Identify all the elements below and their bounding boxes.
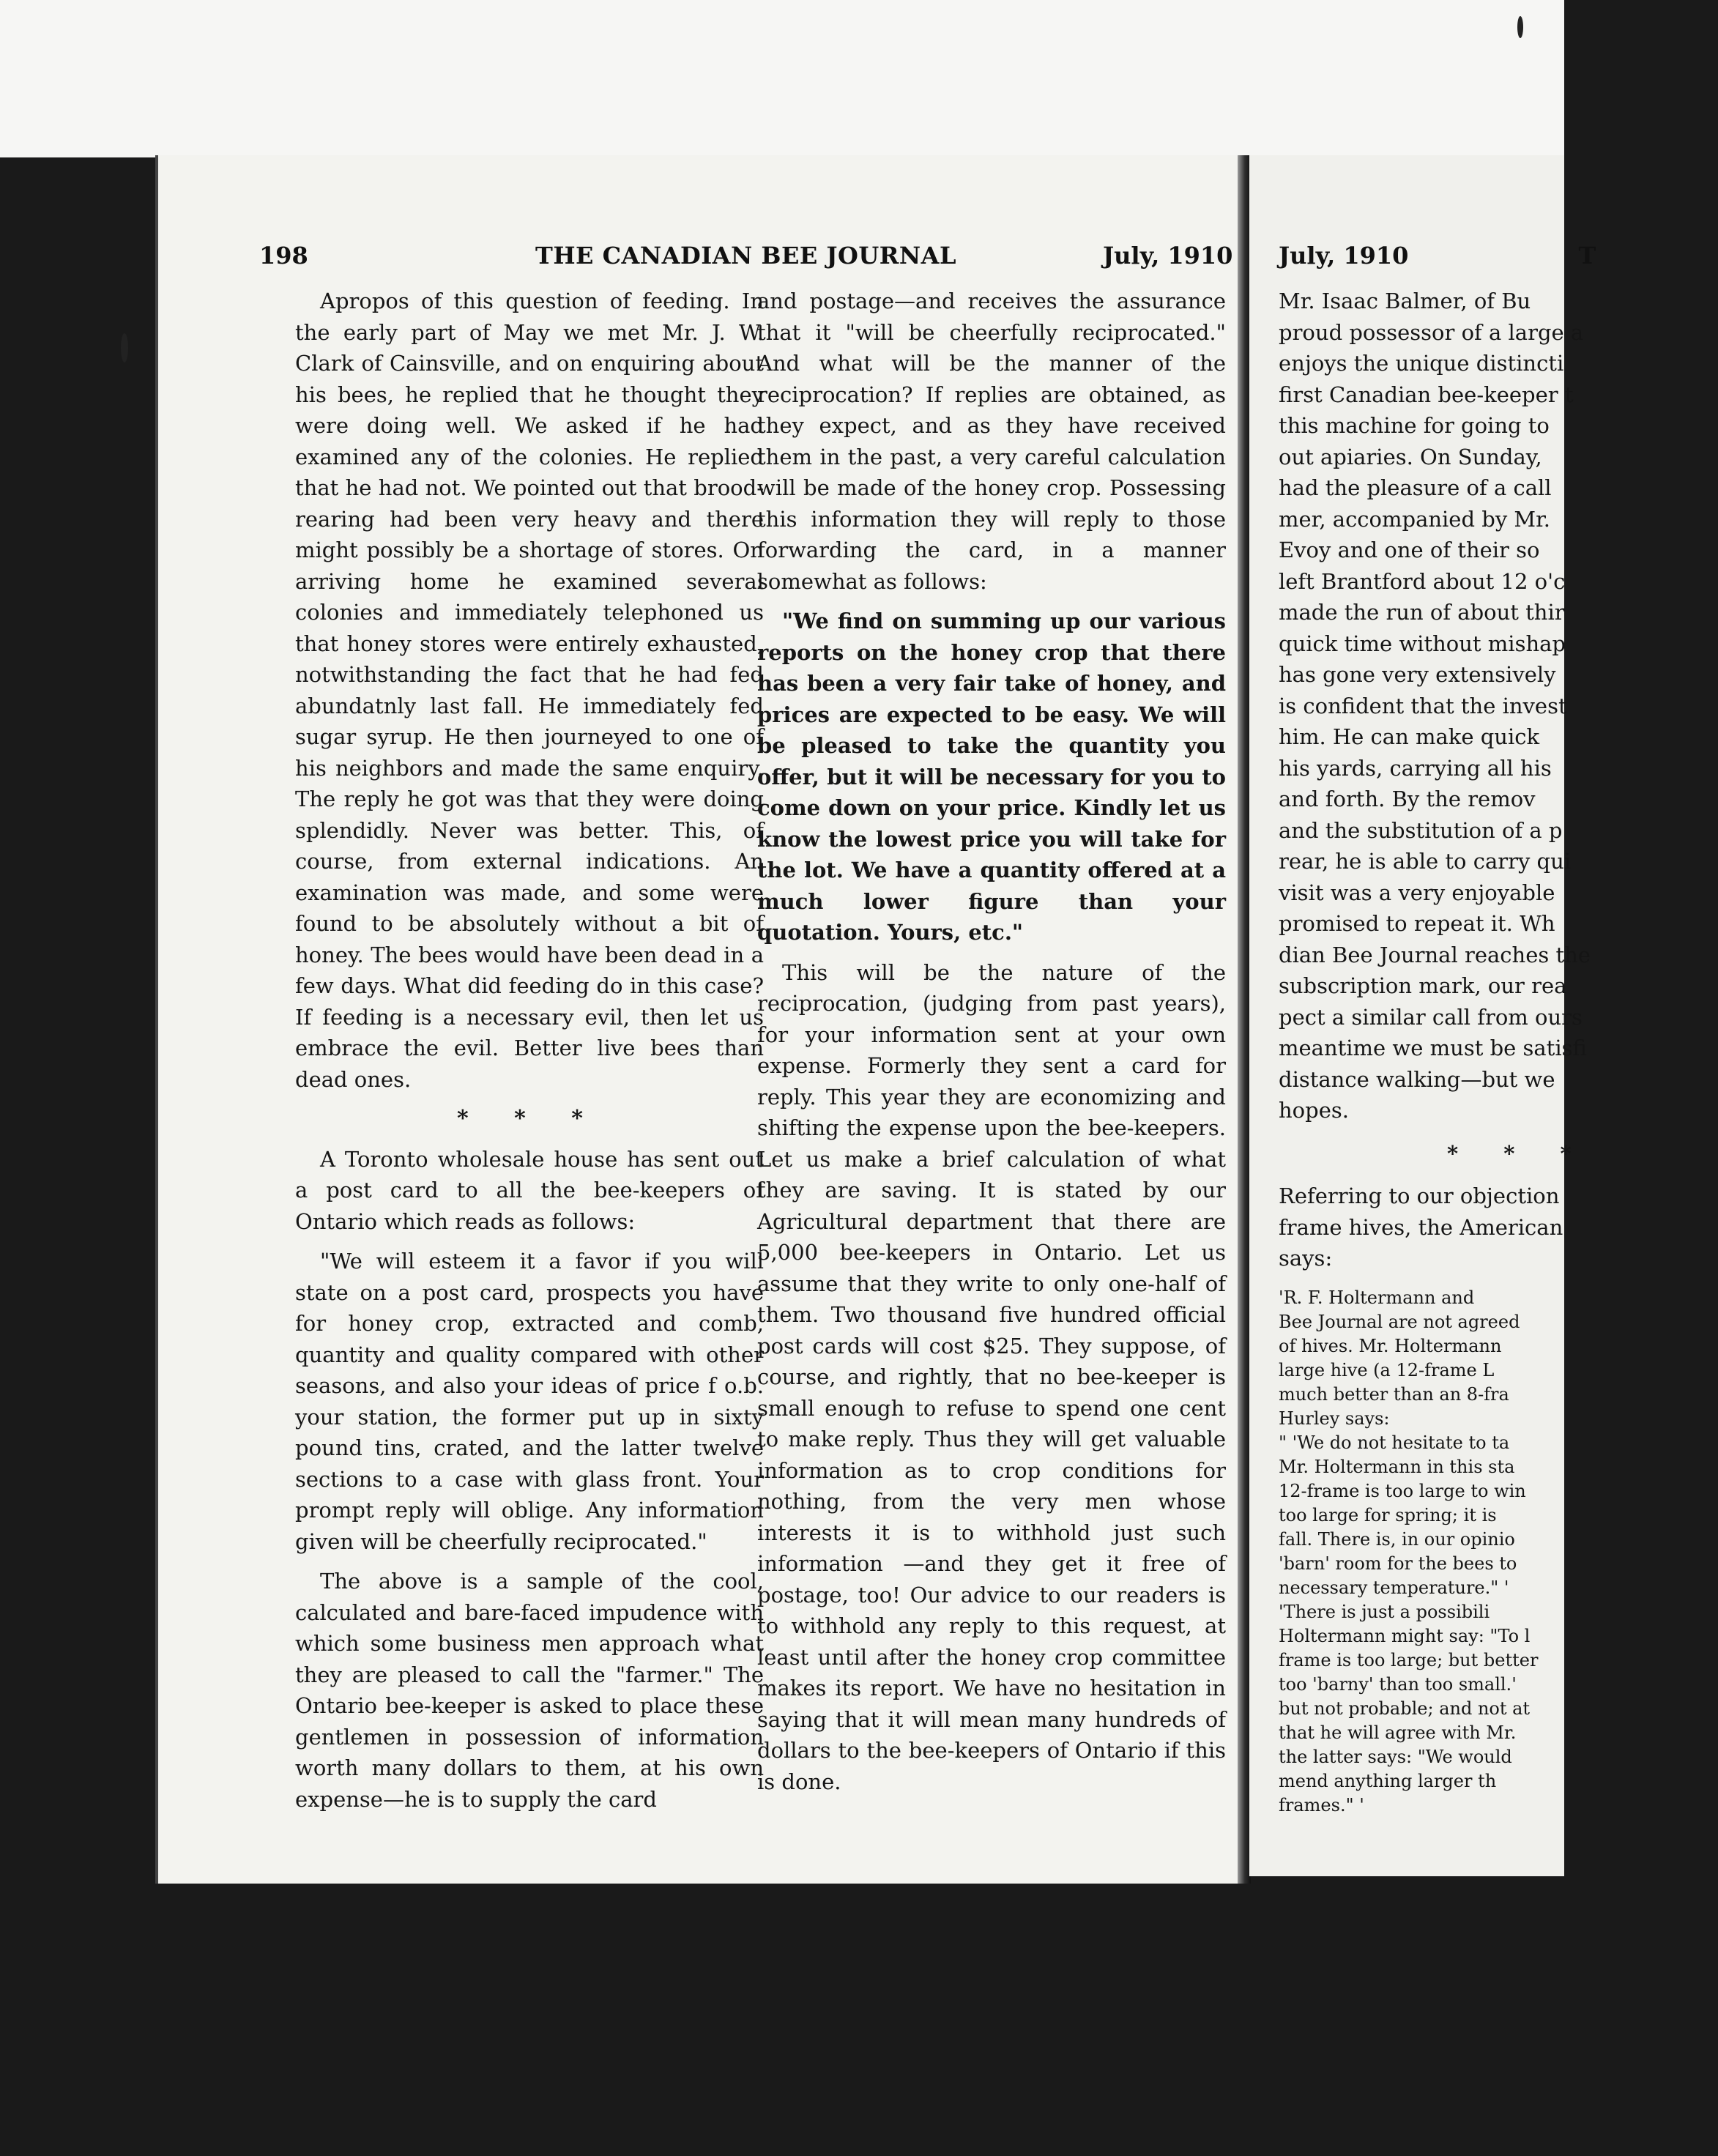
paragraph-toronto: A Toronto wholesale house has sent out a post card to all the bee-keepers of Ontario which reads as follows:	[295, 1146, 764, 1234]
right-text-line: the latter says: "We would	[1279, 1746, 1512, 1767]
right-text-line: of hives. Mr. Holtermann	[1279, 1335, 1502, 1356]
right-text-line: but not probable; and not at	[1279, 1698, 1531, 1719]
right-text-line: subscription mark, our rea	[1279, 973, 1567, 998]
paragraph-feeding: Apropos of this question of feeding. In the early part of May we met Mr. J. W. Clark of Cainsville, and on enquiring about his bees, he replied that he thought they were doing well. We asked if he had examined any of the colonies. He replied that he had not. We pointed out that brood-rearing had been very heavy and there might possibly be a shortage of stores. On arriving home he examined several colonies and immediately telephoned us that honey stores were entirely exhausted, notwithstanding the fact that he had fed abundatnly last fall. He immediately fed sugar syrup. He then journeyed to one of his neighbors and made the same enquiry. The reply he got was that they were doing splendidly. Never was better. This, of course, from external indications. An examination was made, and some were found to be absolutely without a bit of honey. The bees would have been dead in a few days. What did feeding do in this case? If feeding is a necessary evil, then let us embrace the evil. Better live bees than dead ones.	[295, 289, 764, 1092]
right-text-line: distance walking—but we	[1279, 1066, 1555, 1092]
right-text-line: too 'barny' than too small.'	[1279, 1673, 1517, 1695]
right-text-line: his yards, carrying all his	[1279, 755, 1552, 781]
right-text-line: this machine for going to	[1279, 413, 1550, 438]
right-text-line: large hive (a 12-frame L	[1279, 1359, 1495, 1380]
column-middle	[757, 286, 1226, 1806]
right-text-line: frame is too large; but better	[1279, 1649, 1539, 1670]
right-text-line: 'R. F. Holtermann and	[1279, 1287, 1475, 1308]
right-text-line: Holtermann might say: "To l	[1279, 1625, 1531, 1646]
right-text-line: left Brantford about 12 o'c	[1279, 568, 1566, 594]
right-text-line: mend anything larger th	[1279, 1770, 1497, 1791]
right-text-line: promised to repeat it. Wh	[1279, 911, 1555, 936]
right-text-line: made the run of about thir	[1279, 600, 1565, 625]
right-text-line: mer, accompanied by Mr.	[1279, 506, 1551, 532]
right-text-line: Referring to our objection	[1279, 1183, 1560, 1208]
right-text-line: had the pleasure of a call	[1279, 475, 1552, 500]
right-text-line: frames." '	[1279, 1794, 1364, 1815]
paragraph-impudence: The above is a sample of the cool, calculated and bare-faced impudence with which some business men approach what they are pleased to call the "farmer." The Ontario bee-keeper is asked to place these gentlemen in possession of information worth many dollars to them, at his own expense—he is to supply the card	[295, 1569, 764, 1812]
right-text-line: fall. There is, in our opinio	[1279, 1528, 1515, 1550]
paragraph-calculation: This will be the nature of the reciprocation, (judging from past years), for your information sent at your own expense. Formerly they sent a card for reply. This year they are economizing and shifting the expense upon the bee-keepers. Let us make a brief calculation of what they are saving. It is stated by our Agricultural department that there are 5,000 bee-keepers in Ontario. Let us assume that they write to only one-half of them. Two thousand five hundred official post cards will cost $25. They suppose, of course, and rightly, that no bee-keeper is small enough to refuse to spend one cent to make reply. Thus they will get valuable information as to crop conditions for nothing, from the very men whose interests it is to withhold just such information —and they get it free of postage, too! Our advice to our readers is to withhold any reply to this request, at least until after the honey crop committee makes its report. We have no hesitation in saying that it will mean many hundreds of dollars to the bee-keepers of Ontario if this is done.	[757, 959, 1226, 1794]
right-text-line: and the substitution of a p	[1279, 817, 1563, 843]
right-text-line: frame hives, the American	[1279, 1214, 1563, 1240]
issue-date: July, 1910	[1103, 242, 1233, 270]
section-divider: * * *	[457, 1106, 602, 1131]
scan-speck	[1517, 16, 1523, 38]
right-text-line: him. He can make quick	[1279, 724, 1540, 749]
right-text-line: dian Bee Journal reaches the	[1279, 942, 1591, 967]
right-text-line: first Canadian bee-keeper t	[1279, 382, 1574, 407]
right-text-line: quick time without mishap	[1279, 631, 1566, 656]
right-column	[1279, 286, 1718, 1818]
journal-title: THE CANADIAN BEE JOURNAL	[535, 242, 956, 270]
running-head	[158, 242, 1248, 278]
page-number: 198	[259, 242, 308, 270]
right-text-line: Mr. Isaac Balmer, of Bu	[1279, 289, 1531, 313]
right-text-line: Hurley says:	[1279, 1408, 1390, 1429]
right-text-line: visit was a very enjoyable	[1279, 880, 1555, 905]
right-text-line: says:	[1279, 1246, 1333, 1271]
scan-speck	[121, 333, 128, 363]
right-text-line: " 'We do not hesitate to ta	[1279, 1432, 1510, 1453]
right-text-block-b	[1279, 1181, 1718, 1274]
right-text-line: rear, he is able to carry qui	[1279, 849, 1572, 874]
right-text-line: 12-frame is too large to win	[1279, 1480, 1526, 1501]
right-text-line: 'There is just a possibili	[1279, 1601, 1490, 1622]
right-page	[1249, 155, 1596, 1876]
right-text-line: Bee Journal are not agreed	[1279, 1311, 1520, 1332]
right-text-line: meantime we must be satisfi	[1279, 1036, 1587, 1060]
right-text-line: too large for spring; it is	[1279, 1504, 1497, 1525]
right-text-line: 'barn' room for the bees to	[1279, 1553, 1517, 1574]
column-left	[295, 286, 764, 1824]
right-text-line: out apiaries. On Sunday,	[1279, 444, 1542, 469]
right-text-line: proud possessor of a large a	[1279, 319, 1584, 345]
right-text-line: Evoy and one of their so	[1279, 538, 1540, 562]
right-text-block-c	[1279, 1286, 1718, 1818]
right-text-line: has gone very extensively	[1279, 662, 1556, 687]
paragraph-reciprocation: and postage—and receives the assurance that it "will be cheerfully reciprocated." And what will be the manner of the reciprocation? If replies are obtained, as they expect, and as they have received them in the past, a very careful calculation will be made of the honey crop. Possessing this information they will reply to those forwarding the card, in a manner somewhat as follows:	[757, 289, 1226, 594]
right-text-line: Mr. Holtermann in this sta	[1279, 1456, 1515, 1477]
right-text-line: enjoys the unique distincti	[1279, 351, 1564, 376]
right-text-block-a	[1279, 286, 1718, 1126]
right-text-line: is confident that the invest	[1279, 693, 1567, 718]
right-text-line: much better than an 8-fra	[1279, 1383, 1509, 1405]
left-page	[155, 155, 1248, 1884]
right-text-line: pect a similar call from ours	[1279, 1004, 1583, 1030]
right-text-line: that he will agree with Mr.	[1279, 1722, 1517, 1743]
right-title-fragment: T	[1578, 242, 1596, 270]
right-running-head	[1279, 242, 1596, 270]
right-text-line: and forth. By the remov	[1279, 787, 1536, 811]
right-text-line: hopes.	[1279, 1098, 1349, 1123]
scan-background	[0, 0, 1564, 157]
right-issue-date: July, 1910	[1279, 242, 1409, 270]
right-section-divider: * * *	[1447, 1140, 1591, 1166]
quoted-postcard: "We will esteem it a favor if you will state on a post card, prospects you have for honey crop, extracted and comb, quantity and quality compared with other seasons, and also your ideas of price f o.b. your station, the former put up in sixty pound tins, crated, and the latter twelve sections to a case with glass front. Your prompt reply will oblige. Any information given will be cheerfully reciprocated."	[295, 1249, 764, 1554]
quoted-reply: "We find on summing up our various reports on the honey crop that there has been a very fair take of honey, and prices are expected to be easy. We will be pleased to take the quantity you offer, but it will be necessary for you to come down on your price. Kindly let us know the lowest price you will take for the lot. We have a quantity offered at a much lower figure than your quotation. Yours, etc."	[757, 609, 1226, 945]
right-text-line: necessary temperature." '	[1279, 1577, 1509, 1598]
